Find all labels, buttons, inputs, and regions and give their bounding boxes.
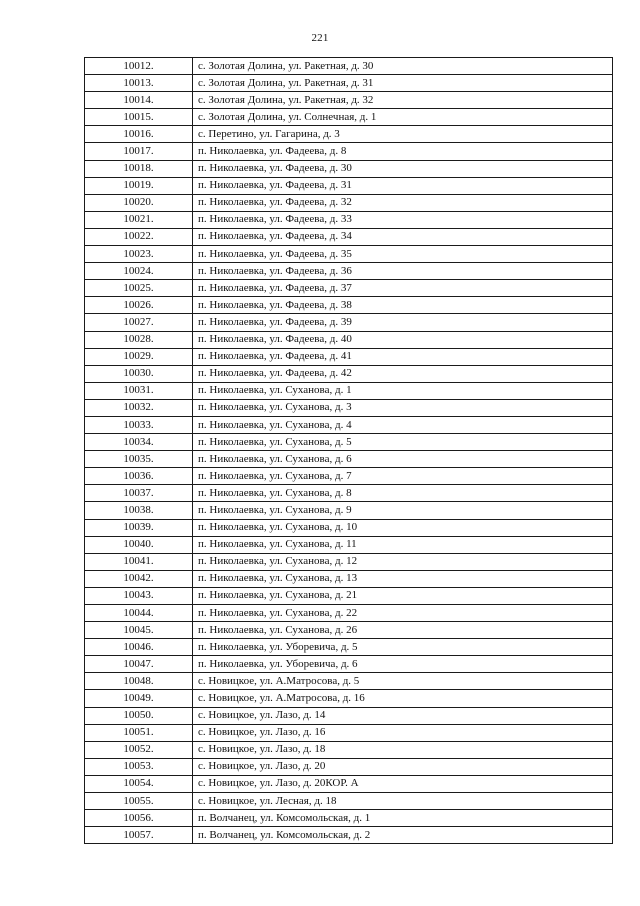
record-number-cell: 10039. bbox=[85, 519, 193, 536]
record-number-cell: 10056. bbox=[85, 810, 193, 827]
table-row bbox=[85, 126, 613, 143]
record-number-cell: 10019. bbox=[85, 177, 193, 194]
record-number-cell: 10028. bbox=[85, 331, 193, 348]
address-cell: с. Золотая Долина, ул. Ракетная, д. 32 bbox=[193, 92, 613, 109]
table-row bbox=[85, 143, 613, 160]
address-cell: п. Николаевка, ул. Суханова, д. 12 bbox=[193, 553, 613, 570]
address-cell: п. Волчанец, ул. Комсомольская, д. 1 bbox=[193, 810, 613, 827]
record-number-cell: 10014. bbox=[85, 92, 193, 109]
record-number-cell: 10047. bbox=[85, 656, 193, 673]
address-cell: с. Новицкое, ул. Лазо, д. 18 bbox=[193, 741, 613, 758]
record-number-cell: 10050. bbox=[85, 707, 193, 724]
table-row bbox=[85, 690, 613, 707]
record-number-cell: 10057. bbox=[85, 827, 193, 844]
record-number-cell: 10012. bbox=[85, 58, 193, 75]
record-number-cell: 10026. bbox=[85, 297, 193, 314]
record-number-cell: 10016. bbox=[85, 126, 193, 143]
address-cell: п. Николаевка, ул. Суханова, д. 3 bbox=[193, 399, 613, 416]
address-cell: с. Новицкое, ул. Лазо, д. 16 bbox=[193, 724, 613, 741]
record-number-cell: 10013. bbox=[85, 75, 193, 92]
table-row bbox=[85, 758, 613, 775]
address-cell: п. Николаевка, ул. Суханова, д. 4 bbox=[193, 416, 613, 433]
table-row bbox=[85, 109, 613, 126]
address-table-body bbox=[85, 58, 613, 844]
address-cell: п. Николаевка, ул. Фадеева, д. 37 bbox=[193, 280, 613, 297]
address-cell: п. Николаевка, ул. Суханова, д. 5 bbox=[193, 434, 613, 451]
record-number-cell: 10038. bbox=[85, 502, 193, 519]
address-cell: п. Николаевка, ул. Фадеева, д. 35 bbox=[193, 246, 613, 263]
table-row bbox=[85, 416, 613, 433]
table-row bbox=[85, 605, 613, 622]
record-number-cell: 10015. bbox=[85, 109, 193, 126]
table-row bbox=[85, 382, 613, 399]
address-cell: п. Николаевка, ул. Суханова, д. 11 bbox=[193, 536, 613, 553]
table-row bbox=[85, 160, 613, 177]
table-row bbox=[85, 810, 613, 827]
address-cell: п. Николаевка, ул. Суханова, д. 9 bbox=[193, 502, 613, 519]
record-number-cell: 10022. bbox=[85, 228, 193, 245]
address-cell: п. Волчанец, ул. Комсомольская, д. 2 bbox=[193, 827, 613, 844]
record-number-cell: 10030. bbox=[85, 365, 193, 382]
record-number-cell: 10037. bbox=[85, 485, 193, 502]
record-number-cell: 10023. bbox=[85, 246, 193, 263]
address-cell: с. Новицкое, ул. Лазо, д. 14 bbox=[193, 707, 613, 724]
record-number-cell: 10042. bbox=[85, 570, 193, 587]
record-number-cell: 10053. bbox=[85, 758, 193, 775]
record-number-cell: 10044. bbox=[85, 605, 193, 622]
address-cell: п. Николаевка, ул. Фадеева, д. 40 bbox=[193, 331, 613, 348]
address-cell: п. Николаевка, ул. Фадеева, д. 41 bbox=[193, 348, 613, 365]
table-row bbox=[85, 639, 613, 656]
table-row bbox=[85, 228, 613, 245]
record-number-cell: 10043. bbox=[85, 587, 193, 604]
address-cell: с. Новицкое, ул. А.Матросова, д. 5 bbox=[193, 673, 613, 690]
address-cell: п. Николаевка, ул. Фадеева, д. 38 bbox=[193, 297, 613, 314]
table-row bbox=[85, 194, 613, 211]
record-number-cell: 10033. bbox=[85, 416, 193, 433]
table-row bbox=[85, 741, 613, 758]
record-number-cell: 10036. bbox=[85, 468, 193, 485]
record-number-cell: 10027. bbox=[85, 314, 193, 331]
record-number-cell: 10052. bbox=[85, 741, 193, 758]
page-number: 221 bbox=[311, 32, 329, 44]
table-row bbox=[85, 656, 613, 673]
table-row bbox=[85, 793, 613, 810]
table-row bbox=[85, 348, 613, 365]
address-cell: п. Николаевка, ул. Фадеева, д. 30 bbox=[193, 160, 613, 177]
record-number-cell: 10051. bbox=[85, 724, 193, 741]
address-cell: п. Николаевка, ул. Суханова, д. 22 bbox=[193, 605, 613, 622]
table-row bbox=[85, 314, 613, 331]
table-row bbox=[85, 280, 613, 297]
table-row bbox=[85, 92, 613, 109]
record-number-cell: 10031. bbox=[85, 382, 193, 399]
address-cell: п. Николаевка, ул. Суханова, д. 7 bbox=[193, 468, 613, 485]
address-cell: п. Николаевка, ул. Суханова, д. 1 bbox=[193, 382, 613, 399]
address-cell: с. Новицкое, ул. Лазо, д. 20 bbox=[193, 758, 613, 775]
address-cell: п. Николаевка, ул. Суханова, д. 10 bbox=[193, 519, 613, 536]
address-cell: п. Николаевка, ул. Суханова, д. 8 bbox=[193, 485, 613, 502]
record-number-cell: 10055. bbox=[85, 793, 193, 810]
record-number-cell: 10032. bbox=[85, 399, 193, 416]
record-number-cell: 10020. bbox=[85, 194, 193, 211]
record-number-cell: 10021. bbox=[85, 211, 193, 228]
table-row bbox=[85, 451, 613, 468]
address-cell: с. Золотая Долина, ул. Ракетная, д. 30 bbox=[193, 58, 613, 75]
record-number-cell: 10048. bbox=[85, 673, 193, 690]
table-row bbox=[85, 75, 613, 92]
address-cell: п. Николаевка, ул. Фадеева, д. 39 bbox=[193, 314, 613, 331]
address-cell: п. Николаевка, ул. Фадеева, д. 31 bbox=[193, 177, 613, 194]
record-number-cell: 10017. bbox=[85, 143, 193, 160]
address-cell: п. Николаевка, ул. Фадеева, д. 32 bbox=[193, 194, 613, 211]
table-row bbox=[85, 587, 613, 604]
address-cell: п. Николаевка, ул. Суханова, д. 6 bbox=[193, 451, 613, 468]
record-number-cell: 10025. bbox=[85, 280, 193, 297]
table-row bbox=[85, 485, 613, 502]
address-cell: п. Николаевка, ул. Суханова, д. 21 bbox=[193, 587, 613, 604]
address-cell: п. Николаевка, ул. Фадеева, д. 34 bbox=[193, 228, 613, 245]
table-row bbox=[85, 177, 613, 194]
table-row bbox=[85, 434, 613, 451]
table-row bbox=[85, 399, 613, 416]
table-row bbox=[85, 263, 613, 280]
record-number-cell: 10041. bbox=[85, 553, 193, 570]
address-cell: п. Николаевка, ул. Фадеева, д. 36 bbox=[193, 263, 613, 280]
table-row bbox=[85, 58, 613, 75]
address-cell: п. Николаевка, ул. Уборевича, д. 6 bbox=[193, 656, 613, 673]
table-row bbox=[85, 519, 613, 536]
record-number-cell: 10029. bbox=[85, 348, 193, 365]
address-cell: с. Новицкое, ул. А.Матросова, д. 16 bbox=[193, 690, 613, 707]
table-row bbox=[85, 536, 613, 553]
table-row bbox=[85, 673, 613, 690]
address-cell: п. Николаевка, ул. Фадеева, д. 33 bbox=[193, 211, 613, 228]
record-number-cell: 10045. bbox=[85, 622, 193, 639]
table-row bbox=[85, 724, 613, 741]
table-row bbox=[85, 502, 613, 519]
address-table bbox=[84, 57, 613, 844]
address-cell: п. Николаевка, ул. Уборевича, д. 5 bbox=[193, 639, 613, 656]
address-cell: п. Николаевка, ул. Суханова, д. 26 bbox=[193, 622, 613, 639]
table-row bbox=[85, 246, 613, 263]
table-row bbox=[85, 365, 613, 382]
address-cell: с. Новицкое, ул. Лесная, д. 18 bbox=[193, 793, 613, 810]
address-cell: п. Николаевка, ул. Фадеева, д. 42 bbox=[193, 365, 613, 382]
table-row bbox=[85, 331, 613, 348]
record-number-cell: 10040. bbox=[85, 536, 193, 553]
table-row bbox=[85, 553, 613, 570]
record-number-cell: 10018. bbox=[85, 160, 193, 177]
address-cell: с. Перетино, ул. Гагарина, д. 3 bbox=[193, 126, 613, 143]
record-number-cell: 10024. bbox=[85, 263, 193, 280]
table-row bbox=[85, 707, 613, 724]
record-number-cell: 10049. bbox=[85, 690, 193, 707]
table-row bbox=[85, 775, 613, 792]
record-number-cell: 10035. bbox=[85, 451, 193, 468]
table-row bbox=[85, 570, 613, 587]
table-row bbox=[85, 622, 613, 639]
table-row bbox=[85, 211, 613, 228]
record-number-cell: 10046. bbox=[85, 639, 193, 656]
table-row bbox=[85, 297, 613, 314]
address-cell: п. Николаевка, ул. Суханова, д. 13 bbox=[193, 570, 613, 587]
address-cell: с. Золотая Долина, ул. Солнечная, д. 1 bbox=[193, 109, 613, 126]
table-row bbox=[85, 827, 613, 844]
address-cell: с. Золотая Долина, ул. Ракетная, д. 31 bbox=[193, 75, 613, 92]
record-number-cell: 10034. bbox=[85, 434, 193, 451]
address-cell: с. Новицкое, ул. Лазо, д. 20КОР. А bbox=[193, 775, 613, 792]
address-cell: п. Николаевка, ул. Фадеева, д. 8 bbox=[193, 143, 613, 160]
table-row bbox=[85, 468, 613, 485]
record-number-cell: 10054. bbox=[85, 775, 193, 792]
